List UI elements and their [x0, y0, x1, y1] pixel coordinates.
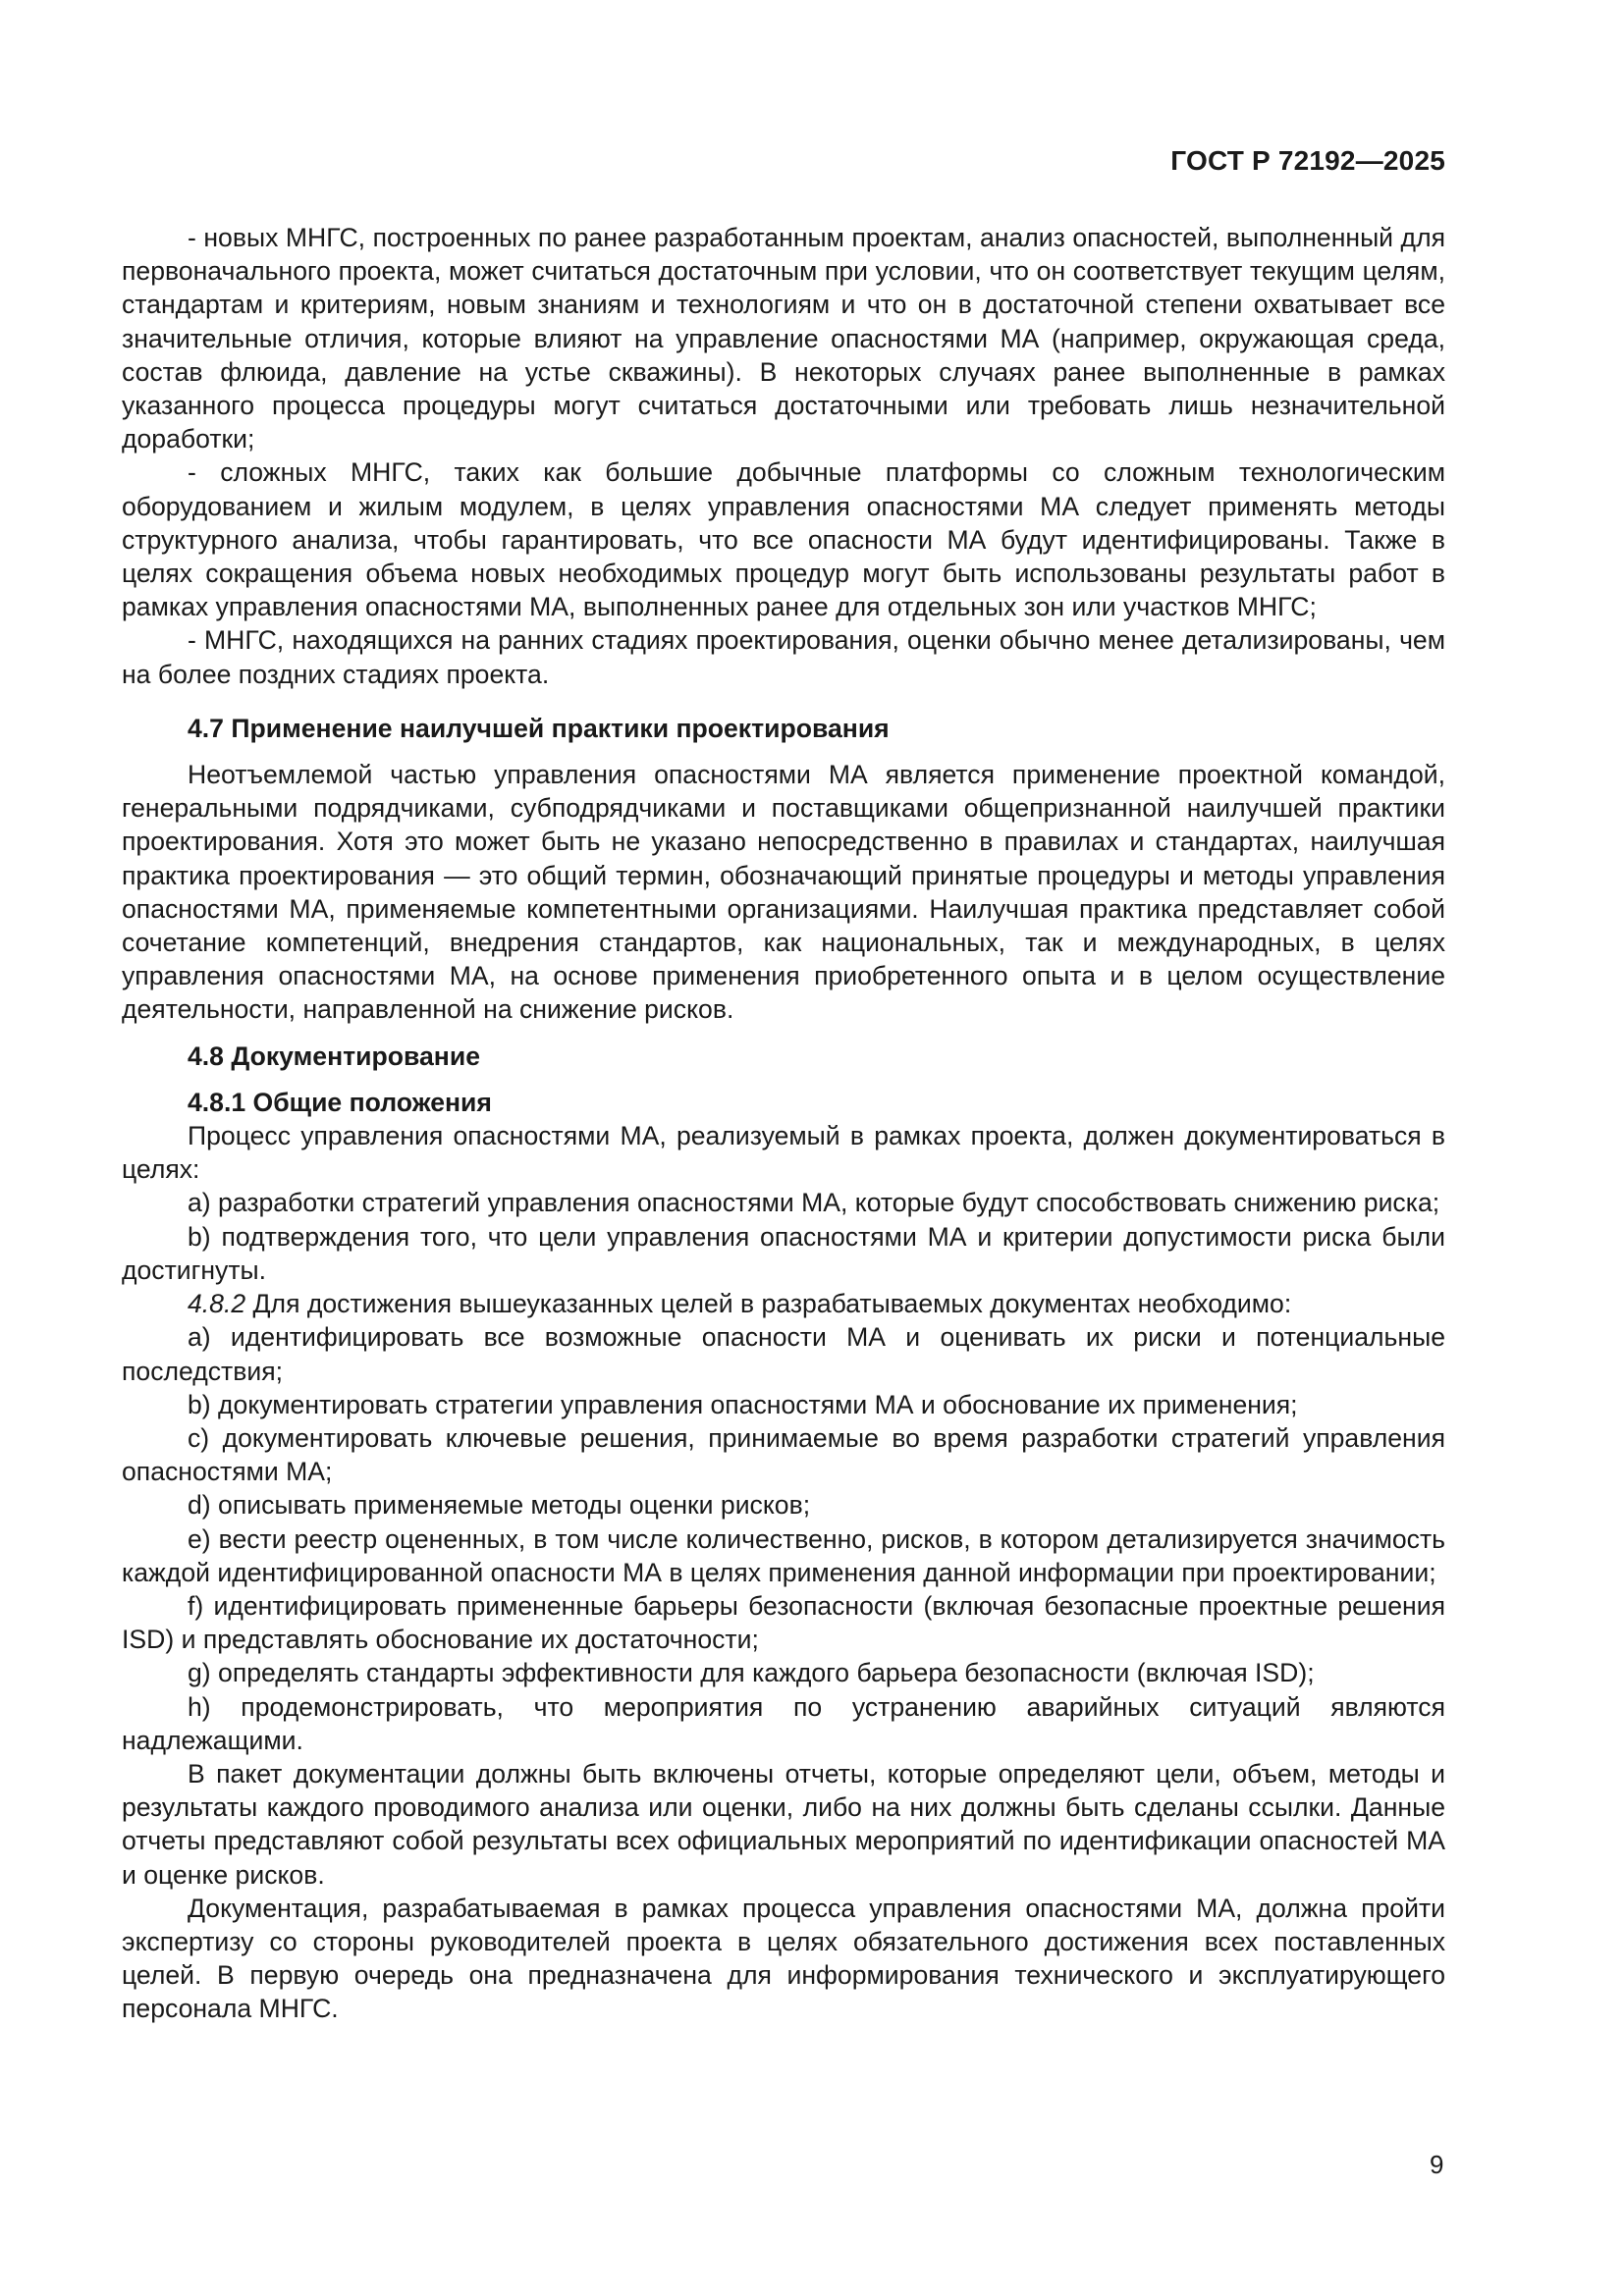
document-body [122, 221, 1445, 2026]
goal-item: b) подтверждения того, что цели управления опасностями МА и критерии допустимости риска были достигнуты. [122, 1221, 1445, 1285]
subsection-heading-4-8-1: 4.8.1 Общие положения [188, 1087, 492, 1117]
closing-paragraph: Документация, разрабатываемая в рамках процесса управления опасностями МА, должна пройти экспертизу со стороны руководителей проекта в целях обязательного достижения всех поставленных целей. В первую очередь она предназначена для информирования технического и эксплуатирующего персонала МНГС. [122, 1893, 1445, 2024]
list-item: - сложных МНГС, таких как большие добычные платформы со сложным технологическим оборудованием и жилым модулем, в целях управления опасностями МА следует применять методы структурного анализа, чтобы гарантировать, что все опасности МА будут идентифицированы. Также в целях сокращения объема новых необходимых процедур могут быть использованы результаты работ в рамках управления опасностями МА, выполненных ранее для отдельных зон или участков МНГС; [122, 457, 1445, 622]
requirement-item: h) продемонстрировать, что мероприятия по устранению аварийных ситуаций являются надлежащими. [122, 1691, 1445, 1755]
requirement-item: g) определять стандарты эффективности для каждого барьера безопасности (включая ISD); [188, 1658, 1315, 1688]
clause-4-8-2 [122, 1287, 1445, 1320]
standard-designation: ГОСТ Р 72192—2025 [1170, 145, 1445, 176]
requirement-item: c) документировать ключевые решения, принимаемые во время разработки стратегий управления опасностями МА; [122, 1422, 1445, 1487]
clause-number: 4.8.2 [188, 1289, 246, 1319]
requirement-item: b) документировать стратегии управления опасностями МА и обоснование их применения; [188, 1389, 1298, 1419]
requirement-item: d) описывать применяемые методы оценки рисков; [188, 1490, 811, 1521]
list-item: - МНГС, находящихся на ранних стадиях проектирования, оценки обычно менее детализированы, чем на более поздних стадиях проекта. [122, 625, 1445, 689]
page-number: 9 [1430, 2150, 1444, 2179]
section-heading-4-7: 4.7 Применение наилучшей практики проектирования [188, 713, 890, 743]
list-item: - новых МНГС, построенных по ранее разработанным проектам, анализ опасностей, выполненный для первоначального проекта, может считаться достаточным при условии, что он соответствует текущим целям, стандартам и критериям, новым знаниям и технологиям и что он в достаточной степени охватывает все значительные отличия, которые влияют на управление опасностями МА (например, окружающая среда, состав флюида, давление на устье скважины). В некоторых случаях ранее выполненные в рамках указанного процесса процедуры могут считаться достаточными или требовать лишь незначительной доработки; [122, 223, 1445, 454]
section-4-8-1-intro: Процесс управления опасностями МА, реализуемый в рамках проекта, должен документироваться в целях: [122, 1121, 1445, 1185]
requirement-item: e) вести реестр оцененных, в том числе количественно, рисков, в котором детализируется значимость каждой идентифицированной опасности МА в целях применения данной информации при проектировании; [122, 1523, 1445, 1587]
closing-paragraph: В пакет документации должны быть включены отчеты, которые определяют цели, объем, методы и результаты каждого проводимого анализа или оценки, либо на них должны быть сделаны ссылки. Данные отчеты представляют собой результаты всех официальных мероприятий по идентификации опасностей МА и оценке рисков. [122, 1758, 1445, 1890]
section-heading-4-8: 4.8 Документирование [188, 1041, 480, 1071]
section-4-7-paragraph: Неотъемлемой частью управления опасностями МА является применение проектной командой, генеральными подрядчиками, субподрядчиками и поставщиками общепризнанной наилучшей практики проектирования. Хотя это может быть не указано непосредственно в правилах и стандартах, наилучшая практика проектирования — это общий термин, обозначающий принятые процедуры и методы управления опасностями МА, применяемые компетентными организациями. Наилучшая практика представляет собой сочетание компетенций, внедрения стандартов, как национальных, так и международных, в целях управления опасностями МА, на основе применения приобретенного опыта и в целом осуществление деятельности, направленной на снижение рисков. [122, 760, 1445, 1025]
clause-text: Для достижения вышеуказанных целей в разрабатываемых документах необходимо: [245, 1289, 1292, 1319]
goal-item: а) разработки стратегий управления опасностями МА, которые будут способствовать снижению риска; [188, 1188, 1440, 1218]
requirement-item: а) идентифицировать все возможные опасности МА и оценивать их риски и потенциальные последствия; [122, 1322, 1445, 1386]
requirement-item: f) идентифицировать примененные барьеры безопасности (включая безопасные проектные решения ISD) и представлять обоснование их достаточности; [122, 1590, 1445, 1655]
